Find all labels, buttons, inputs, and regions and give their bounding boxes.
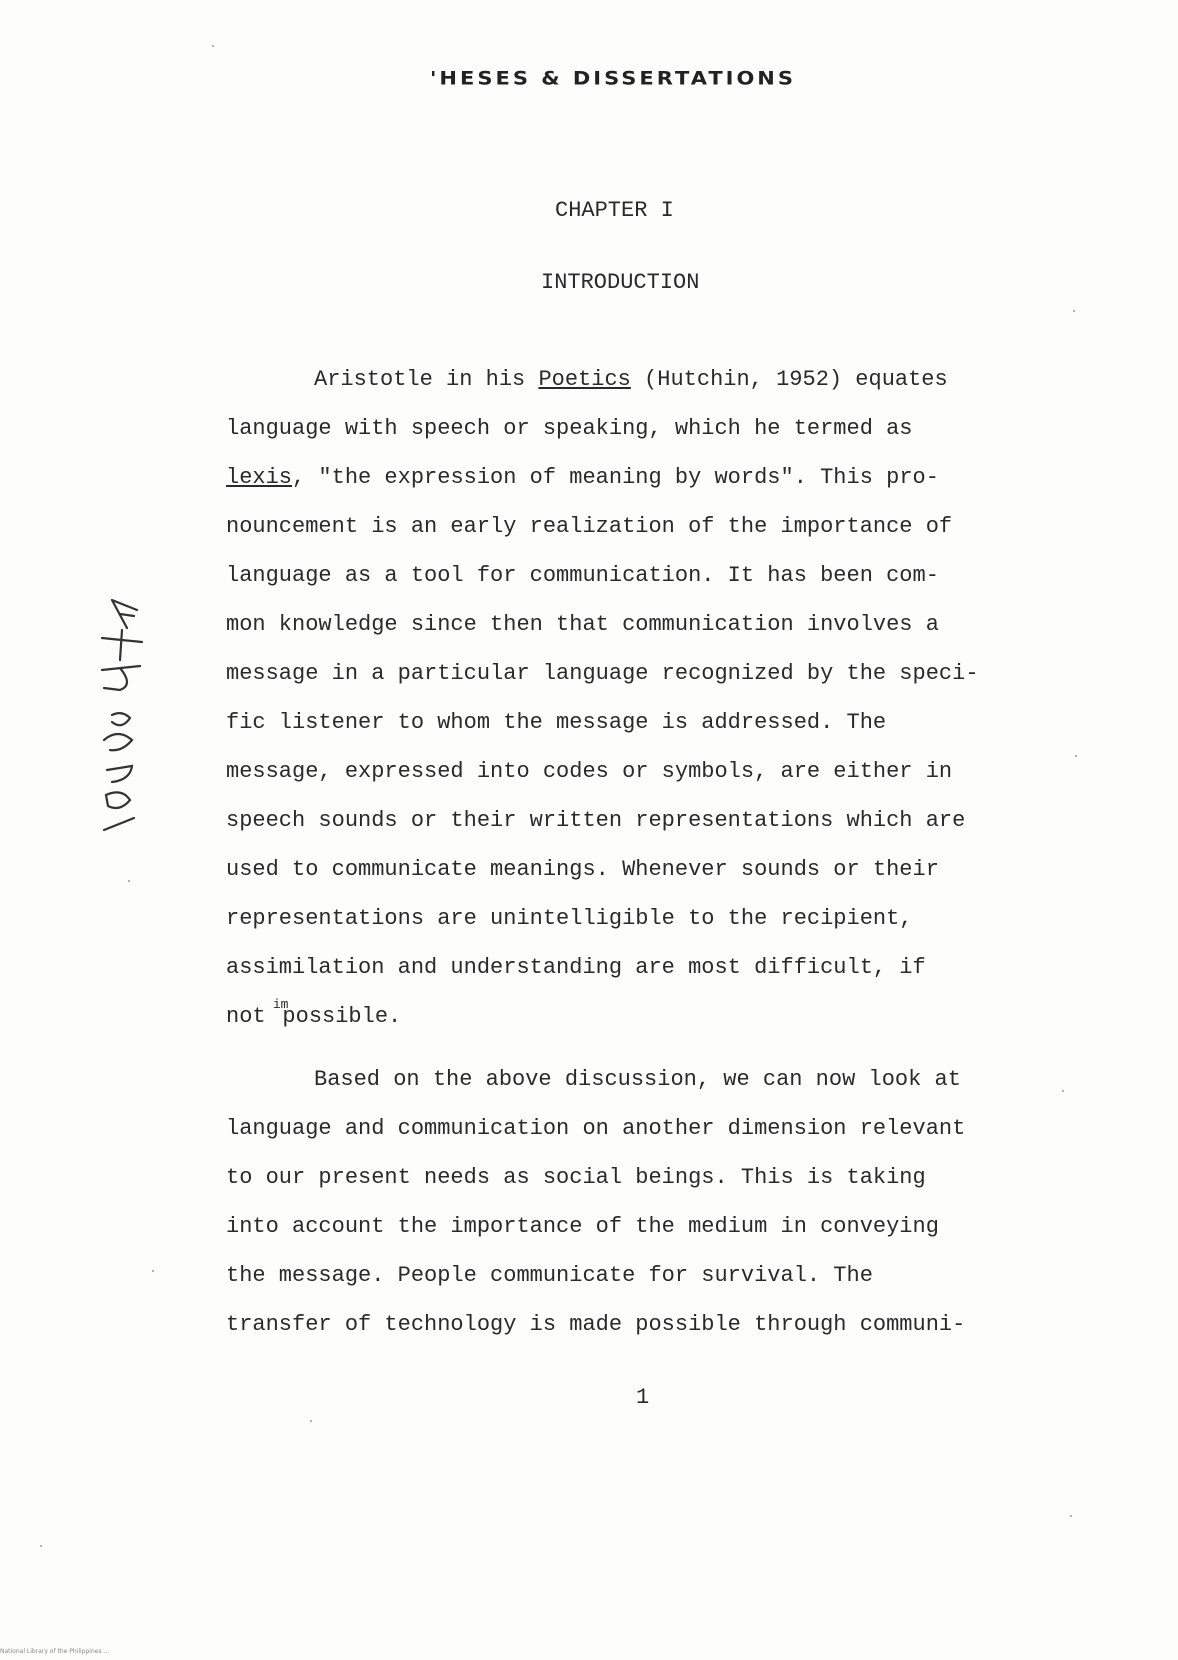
paragraph-line: language with speech or speaking, which he termed as <box>226 416 913 441</box>
paragraph-1 <box>226 355 979 1041</box>
paragraph-line: speech sounds or their written representations which are <box>226 808 966 833</box>
paragraph-line: language as a tool for communication. It has been com- <box>226 563 939 588</box>
paragraph-line: nouncement is an early realization of the importance of <box>226 514 953 539</box>
paragraph-line: into account the importance of the medium in conveying <box>226 1214 939 1239</box>
theses-dissertations-stamp: 'HESES & DISSERTATIONS <box>430 67 797 89</box>
scan-speck <box>152 1270 154 1272</box>
margin-handwriting <box>82 590 152 840</box>
paragraph-line: to our present needs as social beings. This is taking <box>226 1165 926 1190</box>
scan-speck <box>128 880 130 882</box>
paragraph-2 <box>226 1055 965 1349</box>
paragraph-line: assimilation and understanding are most difficult, if <box>226 955 926 980</box>
section-title: INTRODUCTION <box>541 270 700 295</box>
scan-footer: National Library of the Philippines ... <box>0 1648 110 1655</box>
scan-speck <box>1073 310 1075 312</box>
paragraph-line: message in a particular language recognized by the speci- <box>226 661 979 686</box>
paragraph-line: used to communicate meanings. Whenever sounds or their <box>226 857 939 882</box>
chapter-heading: CHAPTER I <box>555 198 674 223</box>
paragraph-line: Based on the above discussion, we can now look at <box>314 1067 961 1092</box>
scan-speck <box>212 45 214 47</box>
paragraph-line: not $^{im}$possible. <box>226 997 402 1029</box>
scan-speck <box>1075 755 1077 757</box>
scan-speck <box>40 1545 42 1547</box>
scan-speck <box>1070 1515 1072 1517</box>
paragraph-line: the message. People communicate for survival. The <box>226 1263 873 1288</box>
paragraph-line: mon knowledge since then that communication involves a <box>226 612 939 637</box>
paragraph-line: Aristotle in his Poetics (Hutchin, 1952) equates <box>314 367 948 392</box>
paragraph-line: lexis, "the expression of meaning by words". This pro- <box>226 465 939 490</box>
handwritten-insertion: im <box>272 997 289 1012</box>
lexis-underlined: lexis <box>226 465 293 490</box>
paragraph-line: transfer of technology is made possible through communi- <box>226 1312 966 1337</box>
paragraph-line: message, expressed into codes or symbols, are either in <box>226 759 953 784</box>
poetics-underlined: Poetics <box>538 367 631 392</box>
scan-speck <box>310 1420 312 1422</box>
paragraph-line: language and communication on another dimension relevant <box>226 1116 966 1141</box>
paragraph-line: fic listener to whom the message is addressed. The <box>226 710 887 735</box>
paragraph-line: representations are unintelligible to the recipient, <box>226 906 913 931</box>
page-number: 1 <box>636 1385 650 1410</box>
scan-speck <box>1062 1090 1064 1092</box>
